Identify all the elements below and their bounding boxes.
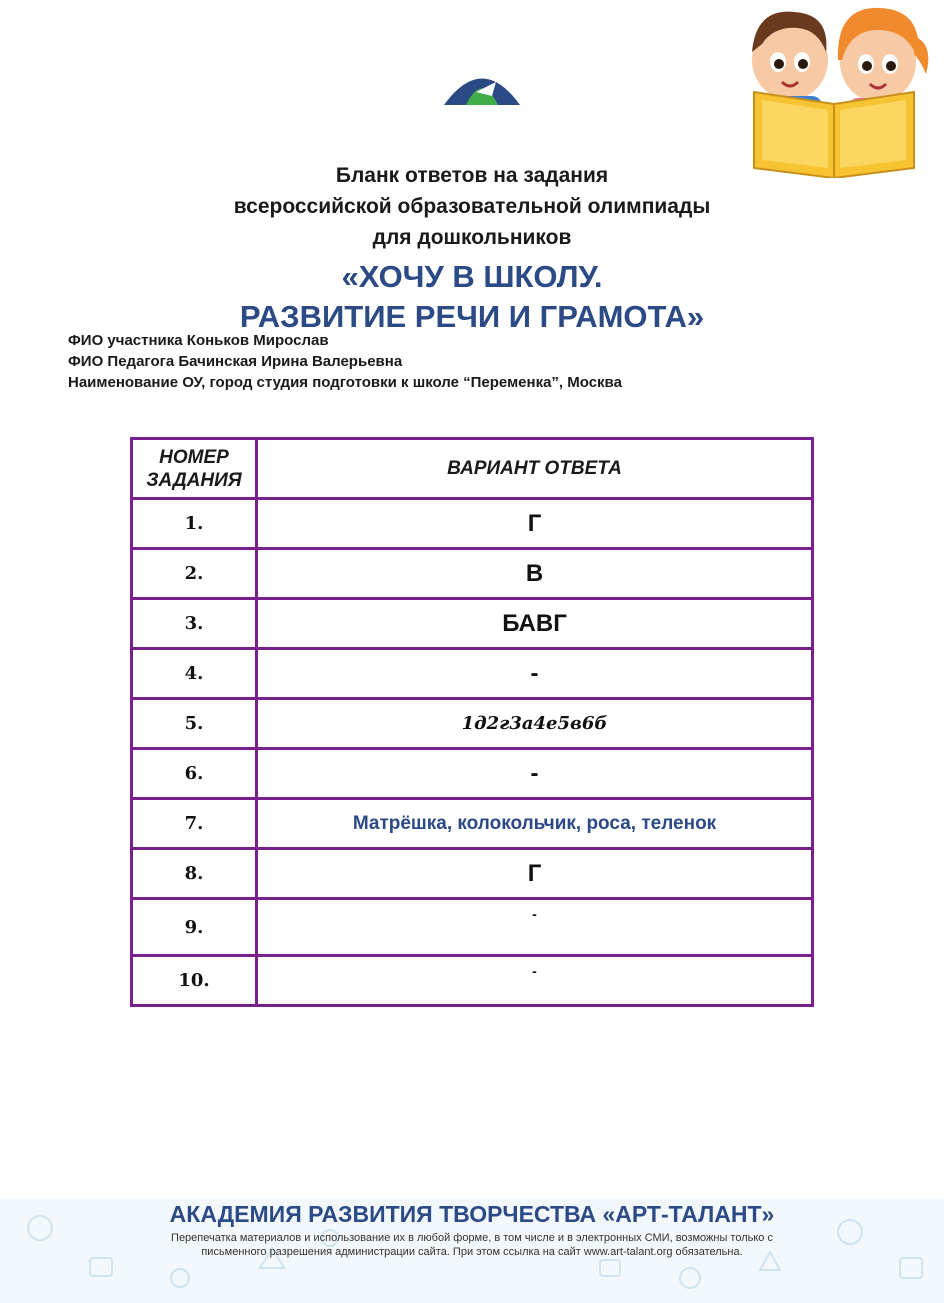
task-answer: Г <box>257 499 813 549</box>
task-number: 7. <box>132 799 257 849</box>
table-row <box>132 899 813 956</box>
teacher-name: ФИО Педагога Бачинская Ирина Валерьевна <box>68 353 403 370</box>
task-number: 5. <box>132 699 257 749</box>
task-number: 1. <box>132 499 257 549</box>
column-header-number-line-2: ЗАДАНИЯ <box>146 469 242 491</box>
olympiad-title-1: «ХОЧУ В ШКОЛУ. <box>341 259 603 294</box>
participant-name: ФИО участника Коньков Мирослав <box>68 332 329 349</box>
task-number: 9. <box>132 899 257 956</box>
task-number: 8. <box>132 849 257 899</box>
table-row <box>132 499 813 549</box>
table-row <box>132 649 813 699</box>
header-line-2: всероссийской образовательной олимпиады <box>233 195 711 218</box>
table-row <box>132 799 813 849</box>
column-header-answer: ВАРИАНТ ОТВЕТА <box>257 439 813 499</box>
school-name: Наименование ОУ, город студия подготовки к школе “Переменка”, Москва <box>68 374 622 391</box>
kids-reading-illustration <box>738 0 934 178</box>
task-answer: - <box>257 649 813 699</box>
art-talant-logo-icon <box>436 62 528 105</box>
task-answer: 1д2г3а4е5в6б <box>257 699 813 749</box>
participant-info <box>68 330 908 393</box>
table-row <box>132 849 813 899</box>
task-number: 10. <box>132 956 257 1006</box>
header-line-1: Бланк ответов на задания <box>335 164 609 187</box>
column-header-number <box>132 439 257 499</box>
table-row <box>132 749 813 799</box>
table-row <box>132 549 813 599</box>
page-footer <box>0 1198 944 1303</box>
copyright-note-line-1: Перепечатка материалов и использование их в любой форме, в том числе и в электронных СМИ, возможны только с <box>171 1232 773 1244</box>
table-row <box>132 956 813 1006</box>
task-number: 4. <box>132 649 257 699</box>
table-row <box>132 599 813 649</box>
copyright-note <box>90 1231 854 1259</box>
task-answer: БАВГ <box>257 599 813 649</box>
table-header-row <box>132 439 813 499</box>
task-answer: - <box>257 956 813 1006</box>
copyright-note-line-2: письменного разрешения администрации сайта. При этом ссылка на сайт www.art-talant.org обязательна. <box>201 1246 743 1258</box>
task-answer: Г <box>257 849 813 899</box>
academy-name: АКАДЕМИЯ РАЗВИТИЯ ТВОРЧЕСТВА «АРТ-ТАЛАНТ» <box>169 1201 775 1227</box>
table-row <box>132 699 813 749</box>
task-answer: - <box>257 749 813 799</box>
task-number: 3. <box>132 599 257 649</box>
header-line-3: для дошкольников <box>372 226 572 249</box>
task-answer: - <box>257 899 813 956</box>
task-answer: В <box>257 549 813 599</box>
task-answer: Матрёшка, колокольчик, роса, теленок <box>257 799 813 849</box>
column-header-number-line-1: НОМЕР <box>159 446 229 468</box>
document-header <box>0 160 944 337</box>
olympiad-title-2: РАЗВИТИЕ РЕЧИ И ГРАМОТА» <box>239 299 705 334</box>
answers-table <box>130 437 814 1007</box>
task-number: 6. <box>132 749 257 799</box>
task-number: 2. <box>132 549 257 599</box>
